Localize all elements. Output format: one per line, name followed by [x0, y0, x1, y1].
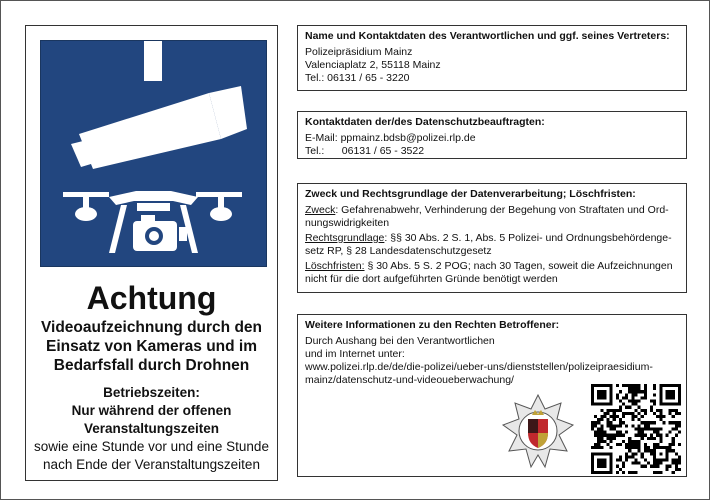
responsible-party-heading: Name und Kontaktdaten des Verantwortlichen und ggf. seines Vertreters:: [305, 30, 670, 42]
operating-hours-extra-line: nach Ende der Veranstaltungszeiten: [43, 457, 260, 472]
further-information-line: und im Internet unter:: [305, 348, 405, 360]
deletion-text: nicht für die dort aufgeführten Gründe benötigt werden: [305, 273, 558, 285]
info-url[interactable]: www.polizei.rlp.de/de/die-polizei/ueber-uns/dienststellen/polizeipraesidium-: [305, 361, 653, 373]
operating-hours-extra-line: sowie eine Stunde vor und eine Stunde: [34, 439, 269, 454]
legal-basis-text: setz RP, § 28 Landesdatenschutzgesetz: [305, 245, 492, 257]
purpose-legal-basis-box: [297, 183, 687, 293]
data-protection-officer-heading: Kontaktdaten der/des Datenschutzbeauftragten:: [305, 116, 545, 128]
further-information-line: Durch Aushang bei den Verantwortlichen: [305, 335, 495, 347]
camera-and-drone-icon: [40, 40, 267, 267]
deletion-paragraph: [305, 260, 679, 286]
sign-headline: Achtung: [86, 280, 217, 316]
info-url[interactable]: mainz/datenschutz-und-videoueberwachung/: [305, 374, 514, 386]
operating-hours-line: Betriebszeiten:: [103, 385, 200, 400]
police-star-seal-icon: [501, 393, 575, 469]
deletion-text: § 30 Abs. 5 S. 2 POG; nach 30 Tagen, soweit die Aufzeichnungen: [364, 260, 673, 272]
operating-hours-line: Veranstaltungszeiten: [83, 421, 220, 436]
responsible-party-box: [297, 25, 687, 91]
qr-code-icon[interactable]: [591, 384, 681, 474]
legal-basis-paragraph: [305, 232, 679, 258]
purpose-text: : Gefahrenabwehr, Verhinderung der Begehung von Straftaten und Ord-: [335, 204, 669, 216]
deletion-label: Löschfristen:: [305, 260, 365, 272]
data-protection-officer-box: [297, 111, 687, 159]
further-information-heading: Weitere Informationen zu den Rechten Betroffener:: [305, 319, 560, 331]
operating-hours-line: Nur während der offenen: [71, 403, 232, 418]
responsible-party-line: Tel.: 06131 / 65 - 3220: [305, 72, 410, 84]
warning-sign-panel: [25, 25, 278, 481]
purpose-label: Zweck: [305, 204, 336, 216]
legal-basis-text: : §§ 30 Abs. 2 S. 1, Abs. 5 Polizei- und Ordnungsbehördenge-: [384, 232, 672, 244]
responsible-party-line: Polizeipräsidium Mainz: [305, 46, 413, 58]
dpo-email: E-Mail: ppmainz.bdsb@polizei.rlp.de: [305, 132, 476, 144]
purpose-paragraph: [305, 204, 679, 230]
operating-hours-extra: [26, 438, 277, 474]
sign-subtitle: [32, 318, 271, 375]
further-information-box: [297, 314, 687, 477]
sign-subtitle-line: Bedarfsfall durch Drohnen: [53, 357, 250, 374]
sign-subtitle-line: Videoaufzeichnung durch den: [40, 319, 263, 336]
operating-hours: [26, 384, 277, 438]
purpose-legal-basis-heading: Zweck und Rechtsgrundlage der Datenverarbeitung; Löschfristen:: [305, 188, 636, 200]
legal-basis-label: Rechtsgrundlage: [305, 232, 385, 244]
sign-subtitle-line: Einsatz von Kameras und im: [45, 338, 258, 355]
purpose-text: nungswidrigkeiten: [305, 217, 390, 229]
responsible-party-line: Valenciaplatz 2, 55118 Mainz: [305, 59, 441, 71]
dpo-phone: Tel.: 06131 / 65 - 3522: [305, 145, 425, 157]
